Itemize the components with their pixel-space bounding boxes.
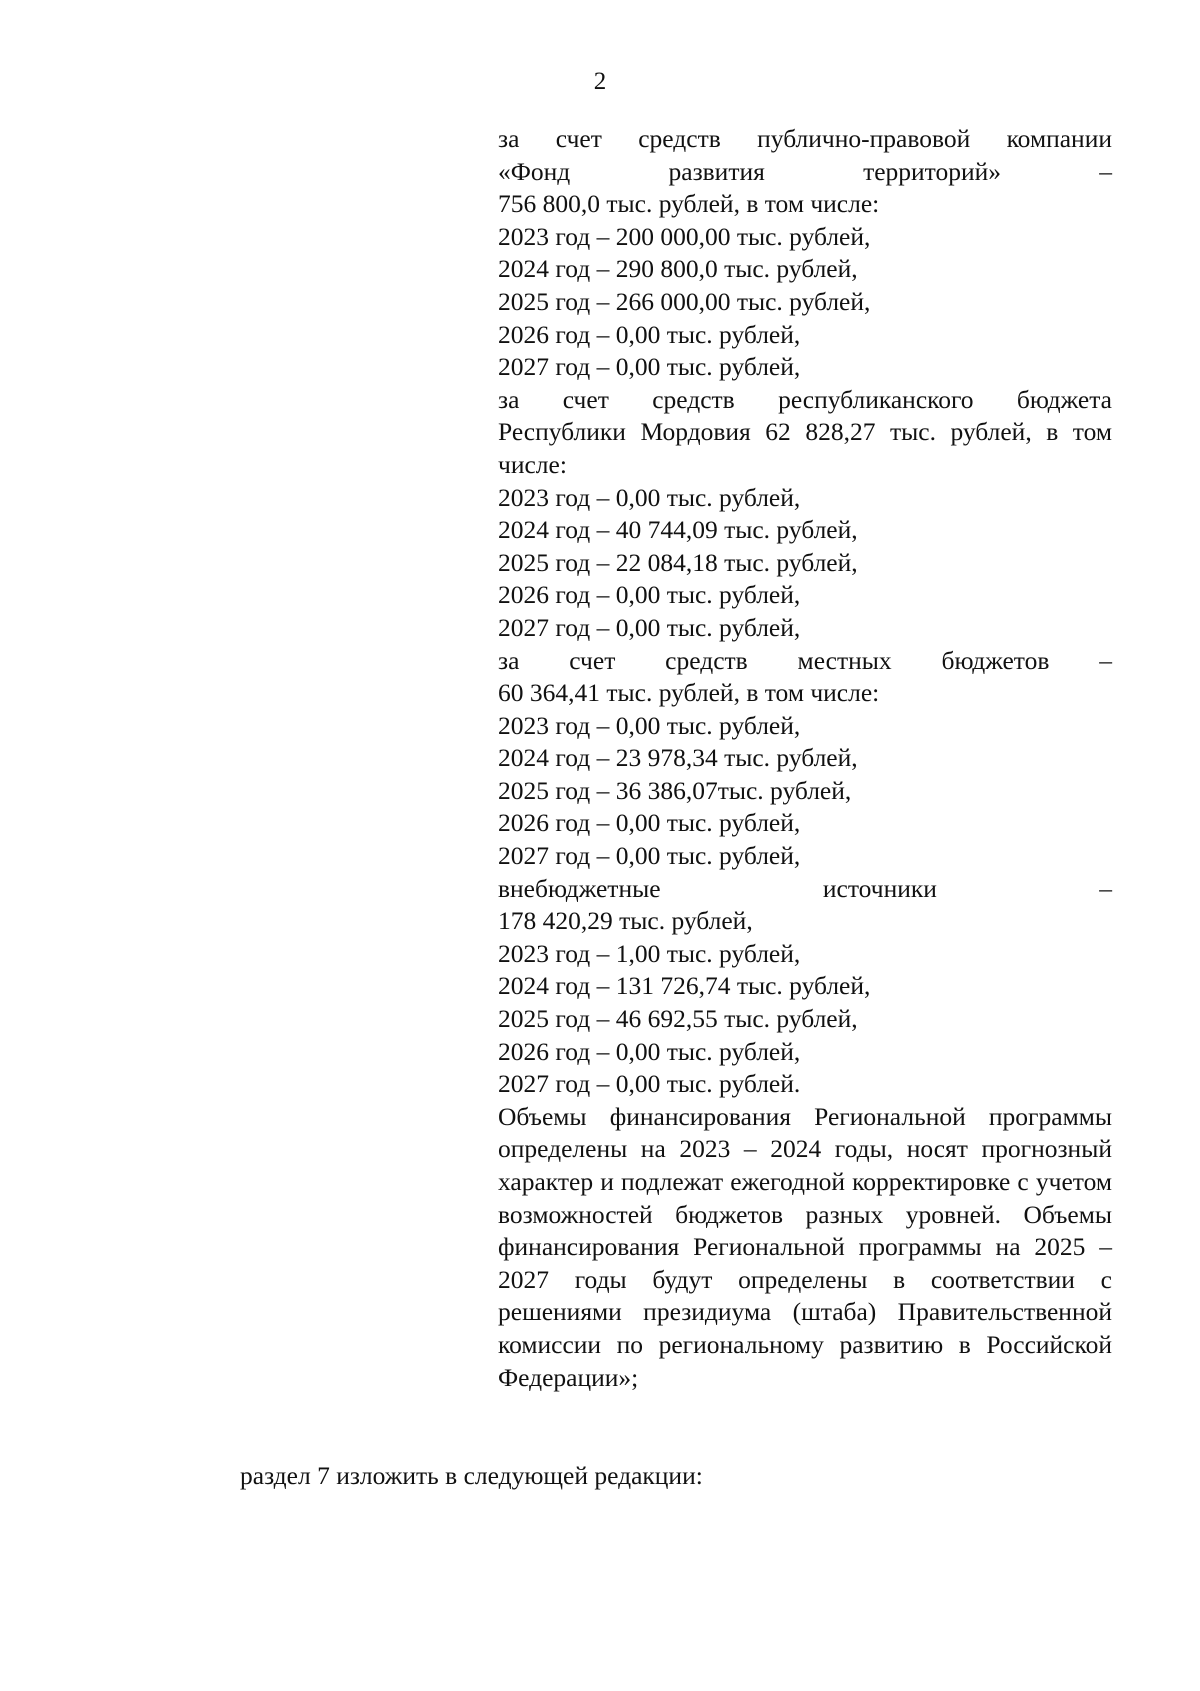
rep-line-3: числе: xyxy=(498,449,567,479)
financing-note: Объемы финансирования Региональной программы определены на 2023 – 2024 годы, носят прогнозный характер и подлежат ежегодной корректировке с учетом возможностей бюджетов разных уровней. Объемы финансирования Региональной программы на 2025 – 2027 годы будут определены в соответствии с решениями президиума (штаба) Правительственной комиссии по региональному развитию в Российской Федерации»; xyxy=(498,1101,1112,1392)
fund-year-line: 2027 год – 0,00 тыс. рублей, xyxy=(498,352,801,382)
loc-line-2: 60 364,41 тыс. рублей, в том числе: xyxy=(498,678,880,708)
fund-year-line: 2025 год – 266 000,00 тыс. рублей, xyxy=(498,286,871,316)
financing-block xyxy=(498,123,1112,1394)
ext-year-line: 2025 год – 46 692,55 тыс. рублей, xyxy=(498,1004,858,1034)
rep-year-line: 2027 год – 0,00 тыс. рублей, xyxy=(498,612,801,642)
ext-year-line: 2024 год – 131 726,74 тыс. рублей, xyxy=(498,971,871,1001)
rep-year-line: 2026 год – 0,00 тыс. рублей, xyxy=(498,580,801,610)
loc-line-1: за счет средств местных бюджетов – xyxy=(498,645,1112,675)
ext-year-line: 2027 год – 0,00 тыс. рублей. xyxy=(498,1069,801,1099)
ext-year-line: 2026 год – 0,00 тыс. рублей, xyxy=(498,1036,801,1066)
loc-year-line: 2026 год – 0,00 тыс. рублей, xyxy=(498,808,801,838)
loc-year-line: 2023 год – 0,00 тыс. рублей, xyxy=(498,710,801,740)
rep-year-line: 2024 год – 40 744,09 тыс. рублей, xyxy=(498,515,858,545)
rep-year-line: 2023 год – 0,00 тыс. рублей, xyxy=(498,482,801,512)
rep-line-1: за счет средств республиканского бюджета xyxy=(498,384,1112,414)
loc-year-line: 2024 год – 23 978,34 тыс. рублей, xyxy=(498,743,858,773)
fund-year-line: 2026 год – 0,00 тыс. рублей, xyxy=(498,319,801,349)
fund-line-1: за счет средств публично-правовой компании xyxy=(498,124,1112,153)
fund-line-3: 756 800,0 тыс. рублей, в том числе: xyxy=(498,189,880,219)
fund-line-2: «Фонд развития территорий» – xyxy=(498,156,1113,186)
section-7-instruction: раздел 7 изложить в следующей редакции: xyxy=(240,1461,703,1490)
rep-line-2: Республики Мордовия 62 828,27 тыс. рублей, в том xyxy=(498,417,1112,447)
loc-year-line: 2025 год – 36 386,07тыс. рублей, xyxy=(498,775,852,805)
loc-year-line: 2027 год – 0,00 тыс. рублей, xyxy=(498,841,801,871)
ext-year-line: 2023 год – 1,00 тыс. рублей, xyxy=(498,938,801,968)
page-number: 2 xyxy=(593,68,607,95)
rep-year-line: 2025 год – 22 084,18 тыс. рублей, xyxy=(498,547,858,577)
fund-year-line: 2023 год – 200 000,00 тыс. рублей, xyxy=(498,221,871,251)
fund-year-line: 2024 год – 290 800,0 тыс. рублей, xyxy=(498,254,858,284)
ext-line-2: 178 420,29 тыс. рублей, xyxy=(498,906,753,936)
ext-line-1: внебюджетные источники – xyxy=(498,873,1112,903)
